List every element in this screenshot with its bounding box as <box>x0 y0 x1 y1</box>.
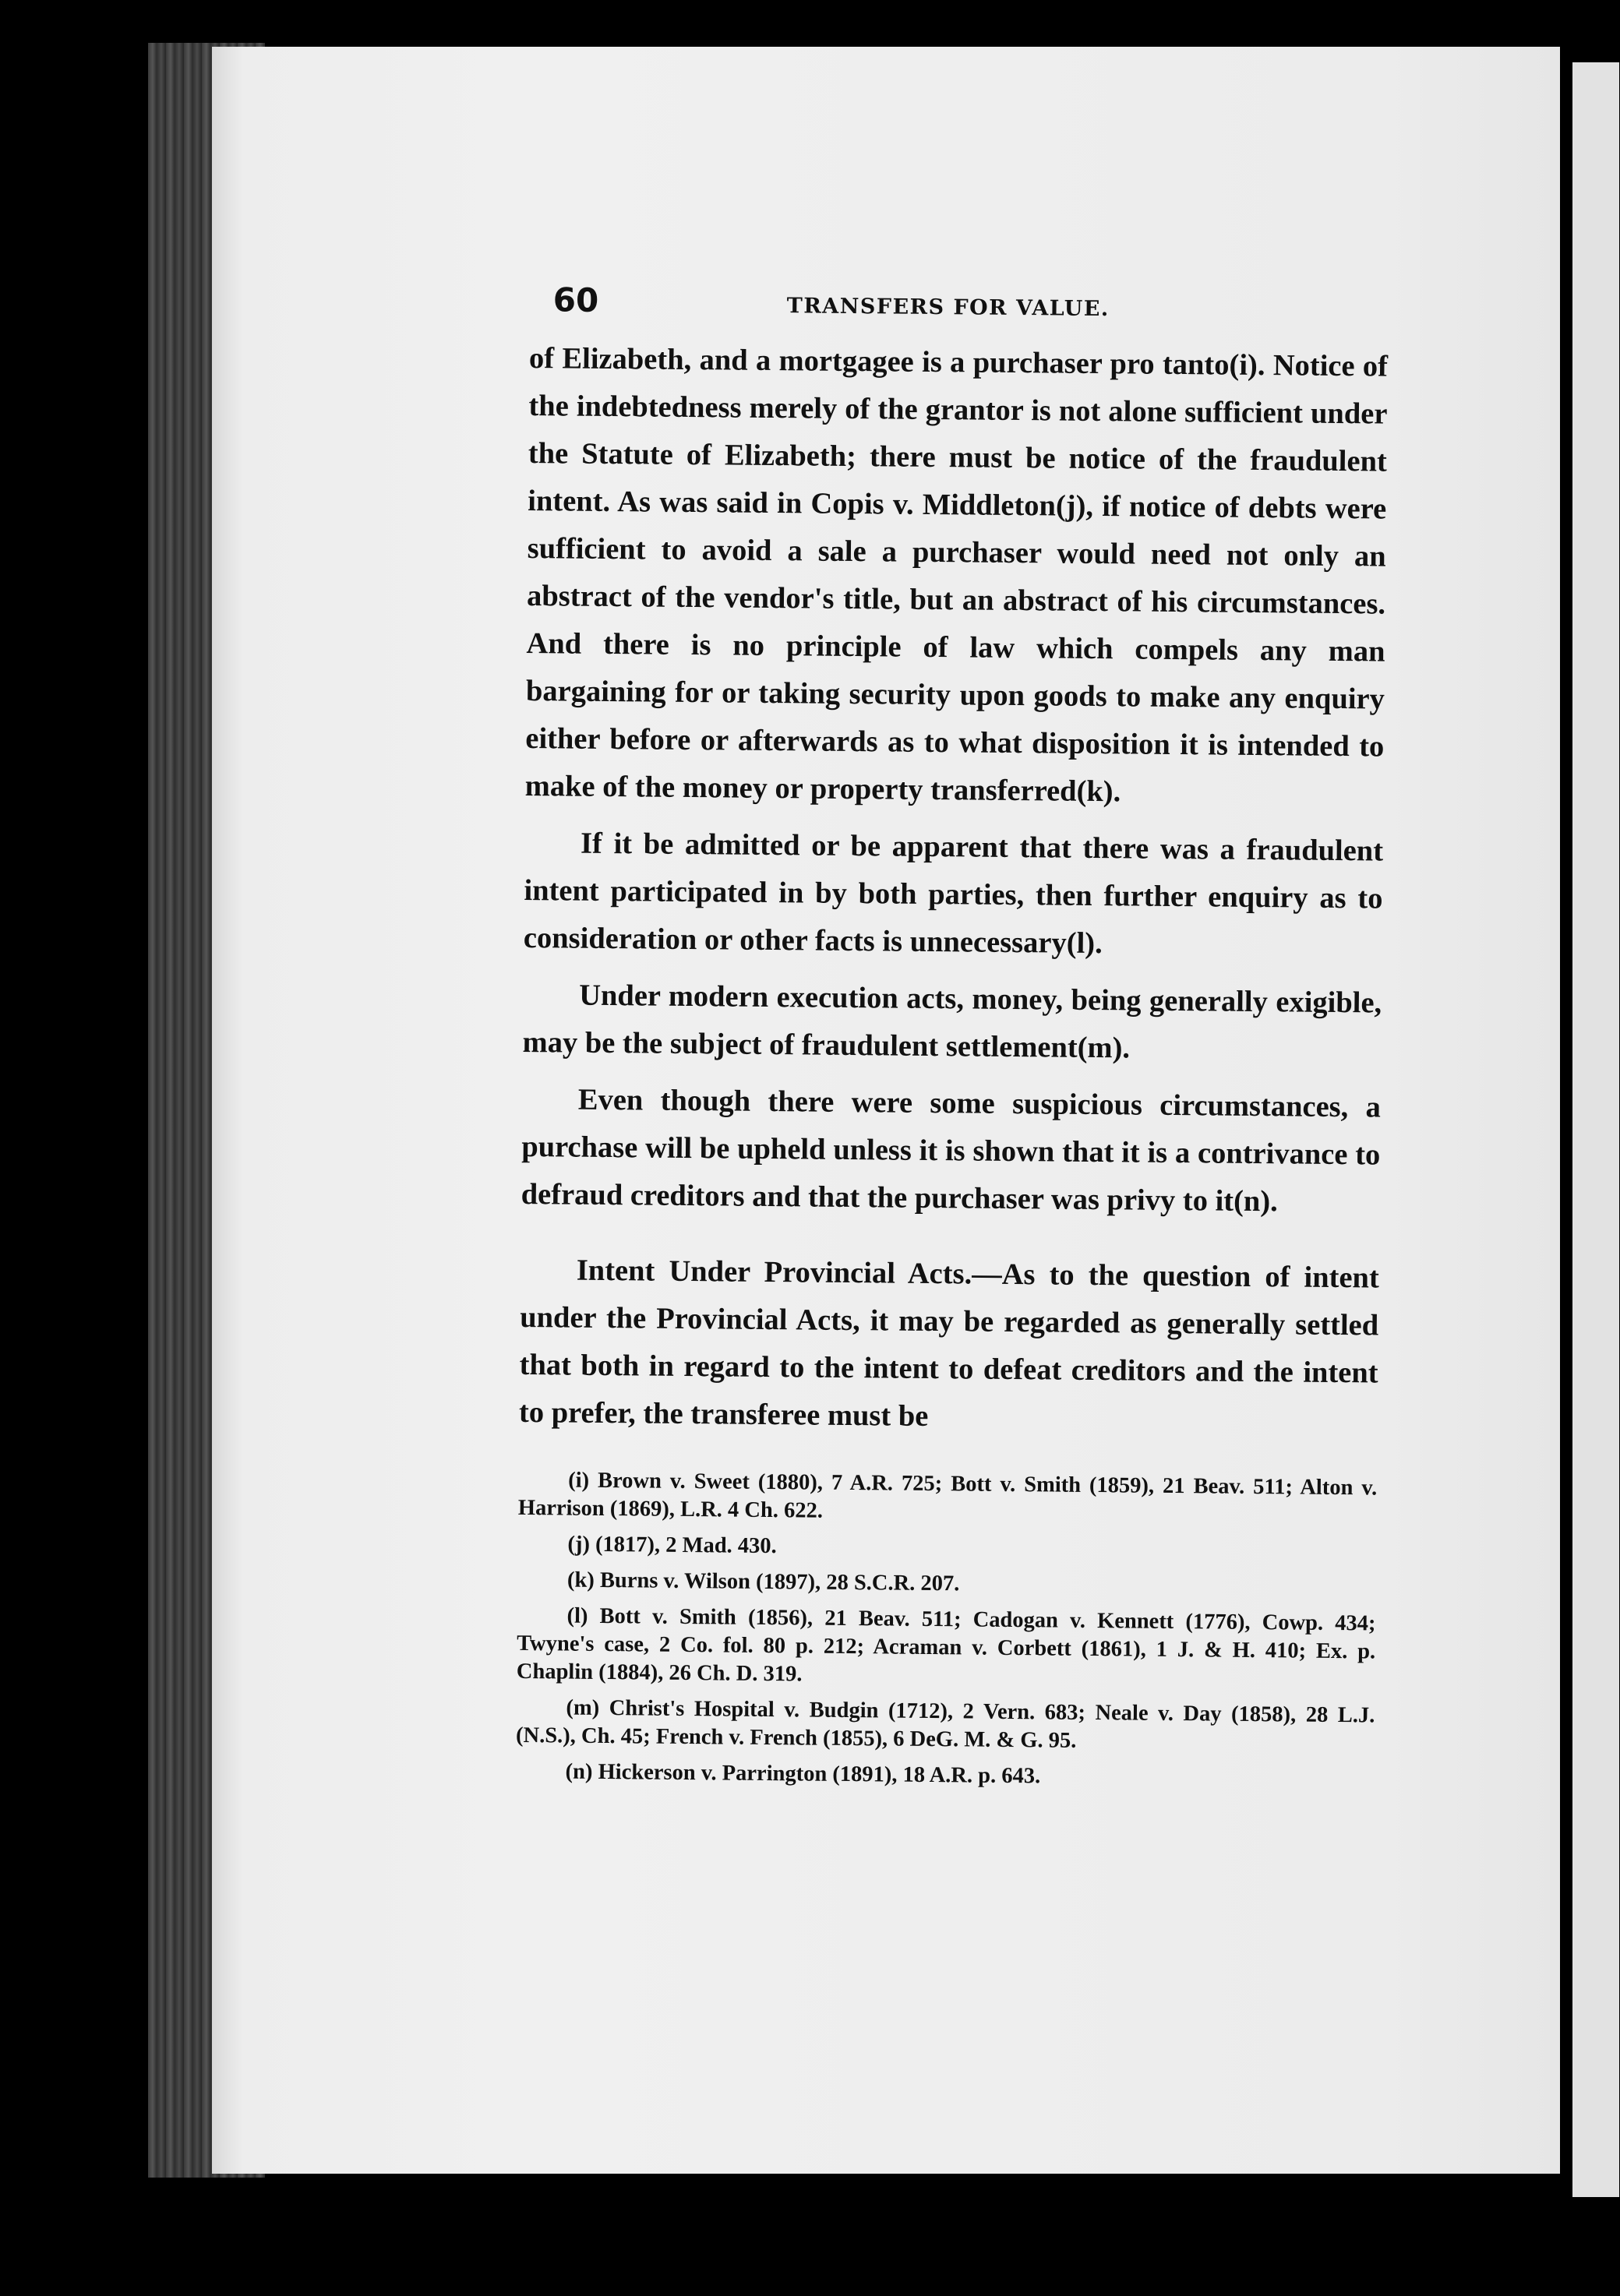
body-text <box>519 335 1389 1445</box>
paragraph-3: Under modern execution acts, money, being generally exigible, may be the subject of fraudulent settlement(m). <box>522 979 1382 1065</box>
paragraph-1: of Elizabeth, and a mortgagee is a purchaser pro tanto(i). Notice of the indebtedness merely of the grantor is not alone sufficient under the Statute of Elizabeth; there must be notice of the fraudulent intent. As was said in Copis v. Middleton(j), if notice of debts were sufficient to avoid a sale a purchaser would need not only an abstract of the vendor's title, but an abstract of his circumstances. And there is no principle of law which compels any man bargaining for or taking security upon goods to make any enquiry either before or afterwards as to what disposition it is intended to make of the money or property transferred(k). <box>524 341 1389 809</box>
page-text-block <box>515 280 1389 1801</box>
footnote-j: (j) (1817), 2 Mad. 430. <box>567 1532 777 1559</box>
paragraph-2: If it be admitted or be apparent that there was a fraudulent intent participated in by both parties, then further enquiry as to consideration or other facts is unnecessary(l). <box>523 827 1384 961</box>
footnote-l: (l) Bott v. Smith (1856), 21 Beav. 511; Cadogan v. Kennett (1776), Cowp. 434; Twyne's case, 2 Co. fol. 80 p. 212; Acraman v. Corbett (1861), 1 J. & H. 410; Ex. p. Chaplin (1884), 26 Ch. D. 319. <box>516 1603 1376 1687</box>
paragraph-5: —As to the question of intent under the Provincial Acts, it may be regarded as generally settled that both in regard to the intent to defeat creditors and the intent to prefer, the transferee must be <box>518 1257 1379 1433</box>
running-head: TRANSFERS FOR VALUE. <box>786 294 1110 322</box>
adjacent-page-edge <box>1572 62 1619 2197</box>
page-header <box>529 280 1389 344</box>
footnote-k: (k) Burns v. Wilson (1897), 28 S.C.R. 207. <box>566 1568 960 1596</box>
footnote-i: (i) Brown v. Sweet (1880), 7 A.R. 725; Bott v. Smith (1859), 21 Beav. 511; Alton v. Harrison (1869), L.R. 4 Ch. 622. <box>517 1468 1378 1523</box>
section-heading: Intent Under Provincial Acts. <box>576 1254 972 1291</box>
footnote-m: (m) Christ's Hospital v. Budgin (1712), 2 Vern. 683; Neale v. Day (1858), 28 L.J. (N.S.), Ch. 45; French v. French (1855), 6 DeG. M. & G. 95. <box>515 1695 1375 1753</box>
footnote-n: (n) Hickerson v. Parrington (1891), 18 A.R. p. 643. <box>565 1759 1041 1789</box>
section-paragraph <box>519 1247 1379 1445</box>
paragraph-4: Even though there were some suspicious circumstances, a purchase will be upheld unless it is shown that it is a contrivance to defraud creditors and that the purchaser was privy to it(n). <box>521 1083 1382 1219</box>
footnotes <box>515 1466 1377 1794</box>
page-number: 60 <box>552 280 599 319</box>
